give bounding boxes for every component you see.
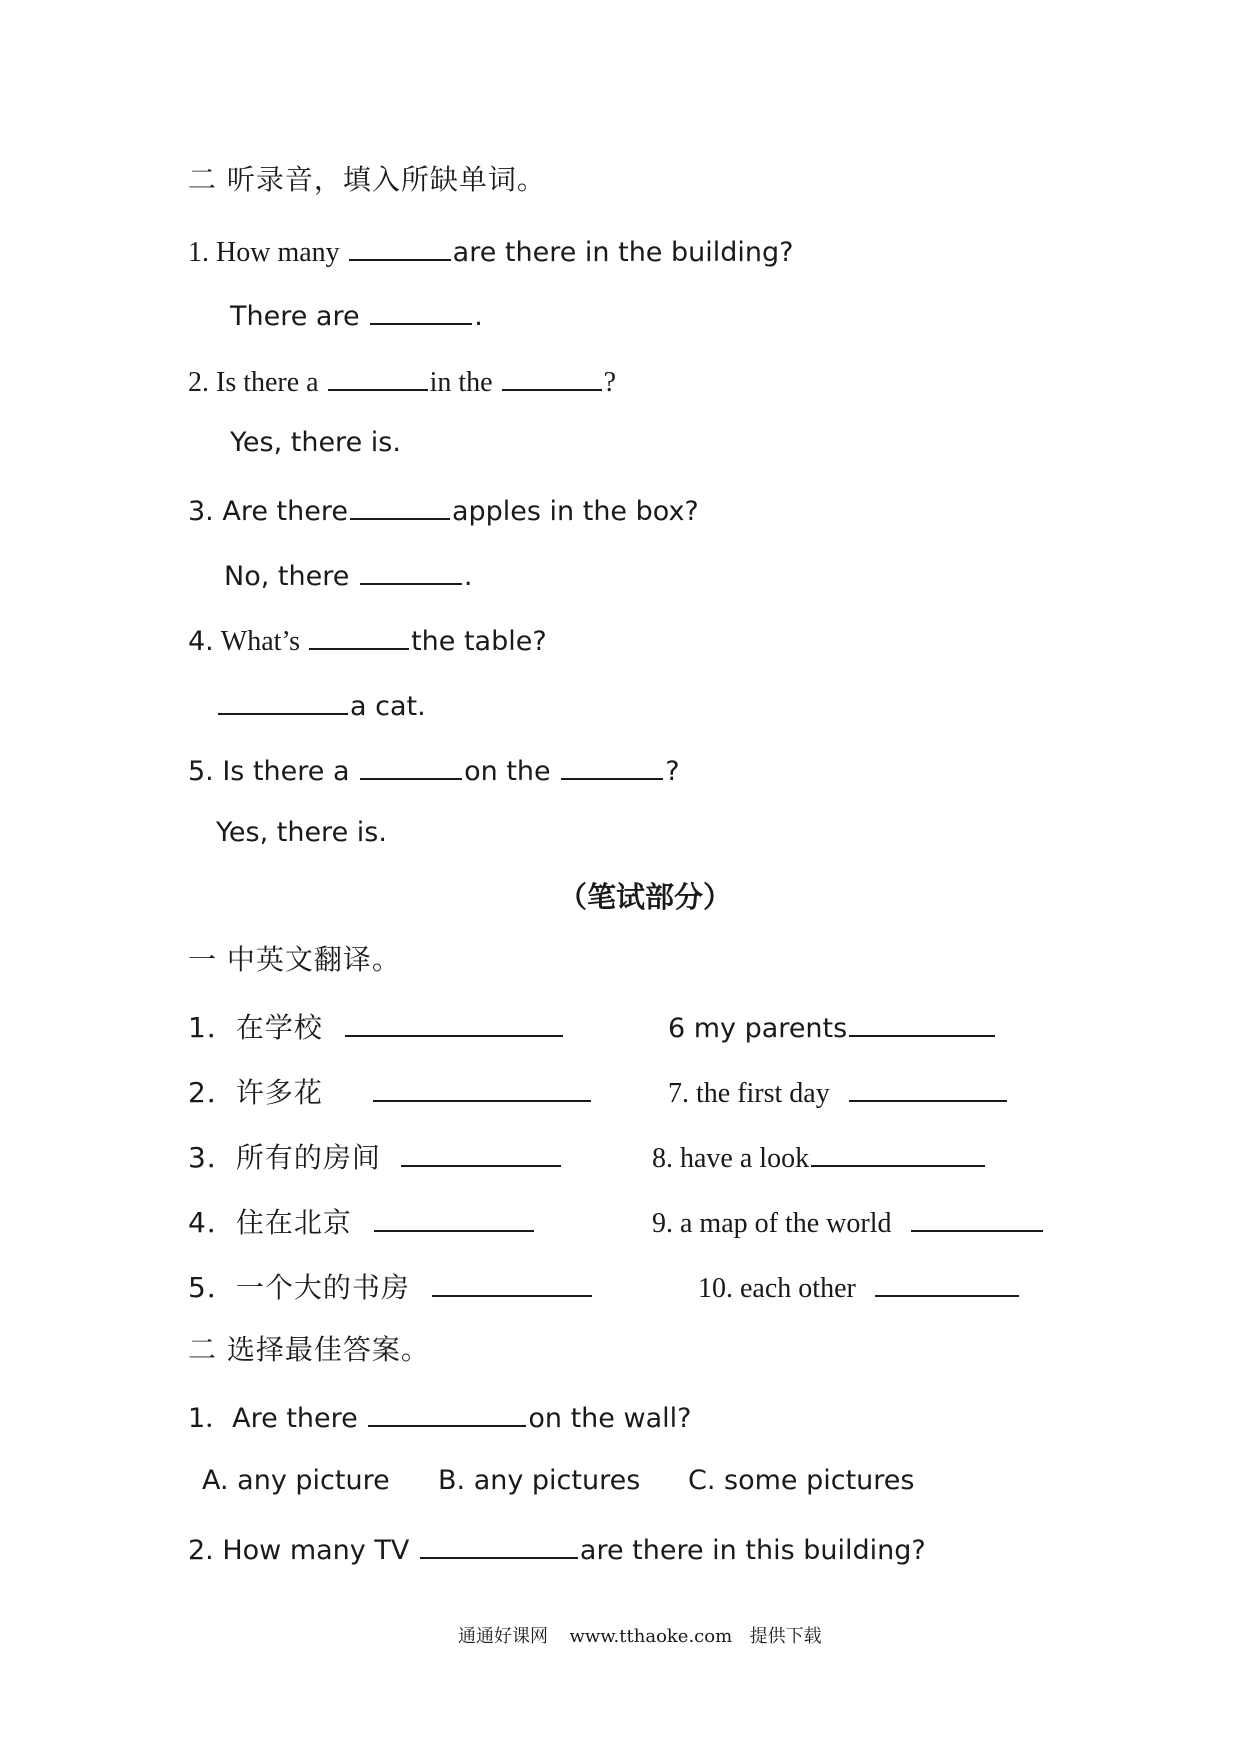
translation-item-9-right	[652, 1206, 1045, 1238]
choice-section-title: 二 选择最佳答案。	[188, 1333, 430, 1366]
q2-blank-1[interactable]	[328, 365, 428, 391]
a4-text: a cat.	[350, 691, 426, 722]
a3-part-a: No, there	[224, 561, 350, 592]
item-8-text: 8. have a look	[652, 1143, 810, 1174]
q2-part-b: in the	[429, 367, 493, 398]
q3-part-b: apples in the box?	[451, 496, 699, 527]
item-2-blank[interactable]	[373, 1076, 591, 1102]
listening-answer-4	[216, 689, 426, 720]
q1-number: 1.	[188, 237, 209, 268]
q2-part-a: Is there a	[216, 367, 319, 398]
item-6-text: 6 my parents	[668, 1013, 848, 1044]
choice-question-2	[188, 1533, 926, 1564]
translation-item-6-right	[668, 1011, 997, 1042]
footer-url[interactable]: www.tthaoke.com	[569, 1626, 733, 1647]
mc2-part-a: 2. How many TV	[188, 1535, 410, 1566]
q1-part-b: are there in the building?	[452, 237, 794, 268]
item-9-text: 9. a map of the world	[652, 1208, 892, 1239]
footer-site: 通通好课网	[458, 1626, 548, 1647]
item-5-blank[interactable]	[432, 1271, 592, 1297]
translation-item-5-left	[188, 1271, 594, 1302]
q3-blank[interactable]	[350, 494, 450, 520]
a1-blank[interactable]	[370, 299, 472, 325]
listening-question-3	[188, 494, 699, 525]
item-8-blank[interactable]	[811, 1141, 985, 1167]
item-10-blank[interactable]	[875, 1271, 1019, 1297]
choice-option-b[interactable]: B. any pictures	[438, 1465, 641, 1496]
q4-number: 4.	[188, 626, 214, 657]
q5-blank-2[interactable]	[561, 754, 663, 780]
q2-blank-2[interactable]	[502, 365, 602, 391]
translation-item-8-right	[652, 1141, 987, 1173]
item-4-text: 4．住在北京	[188, 1206, 352, 1239]
item-3-text: 3．所有的房间	[188, 1141, 381, 1174]
translation-item-10-right	[698, 1271, 1021, 1303]
item-3-blank[interactable]	[401, 1141, 561, 1167]
choice-question-1	[188, 1401, 691, 1432]
choice-option-a[interactable]: A. any picture	[202, 1465, 390, 1496]
a1-part-a: There are	[230, 301, 360, 332]
a1-part-b: .	[474, 301, 483, 332]
mc2-part-b: are there in this building?	[579, 1535, 926, 1566]
q5-part-b: on the	[464, 756, 551, 787]
listening-answer-5: Yes, there is.	[216, 817, 387, 848]
a3-part-b: .	[463, 561, 473, 592]
listening-question-2	[188, 365, 616, 397]
translation-section-title: 一 中英文翻译。	[188, 943, 401, 976]
footer-note: 提供下载	[749, 1626, 822, 1647]
listening-section-title: 二 听录音，填入所缺单词。	[188, 163, 546, 196]
listening-answer-2: Yes, there is.	[230, 427, 401, 458]
q4-blank[interactable]	[309, 624, 409, 650]
a4-blank[interactable]	[218, 689, 348, 715]
item-10-text: 10. each other	[698, 1273, 856, 1304]
q4-part-b: the table?	[411, 626, 547, 657]
q5-blank-1[interactable]	[360, 754, 462, 780]
item-5-text: 5．一个大的书房	[188, 1271, 410, 1304]
listening-question-4	[188, 624, 547, 656]
mc2-blank[interactable]	[420, 1533, 578, 1559]
mc1-part-a: 1．Are there	[188, 1403, 358, 1434]
listening-question-5	[188, 754, 680, 785]
item-4-blank[interactable]	[374, 1206, 534, 1232]
listening-question-1	[188, 235, 793, 267]
translation-item-2-left	[188, 1076, 593, 1107]
written-part-heading: （笔试部分）	[558, 880, 733, 914]
q1-part-a: How many	[216, 237, 340, 268]
listening-answer-1	[230, 299, 483, 330]
item-1-text: 1．在学校	[188, 1011, 323, 1044]
translation-item-1-left	[188, 1011, 565, 1042]
listening-answer-3	[224, 559, 473, 590]
q5-part-a: 5. Is there a	[188, 756, 350, 787]
translation-item-4-left	[188, 1206, 536, 1237]
q2-part-c: ?	[603, 367, 617, 398]
item-2-text: 2．许多花	[188, 1076, 323, 1109]
q1-blank[interactable]	[349, 235, 451, 261]
mc1-blank[interactable]	[368, 1401, 526, 1427]
translation-item-3-left	[188, 1141, 563, 1172]
q5-part-c: ?	[665, 756, 680, 787]
item-7-text: 7. the first day	[668, 1078, 830, 1109]
page-footer	[458, 1628, 822, 1646]
item-6-blank[interactable]	[849, 1011, 995, 1037]
q4-part-a: What’s	[220, 626, 301, 657]
mc1-part-b: on the wall?	[528, 1403, 692, 1434]
q3-part-a: 3. Are there	[188, 496, 348, 527]
a3-blank[interactable]	[360, 559, 462, 585]
item-1-blank[interactable]	[345, 1011, 563, 1037]
item-9-blank[interactable]	[911, 1206, 1043, 1232]
item-7-blank[interactable]	[849, 1076, 1007, 1102]
choice-option-c[interactable]: C. some pictures	[688, 1465, 915, 1496]
translation-item-7-right	[668, 1076, 1009, 1108]
q2-number: 2.	[188, 367, 209, 398]
